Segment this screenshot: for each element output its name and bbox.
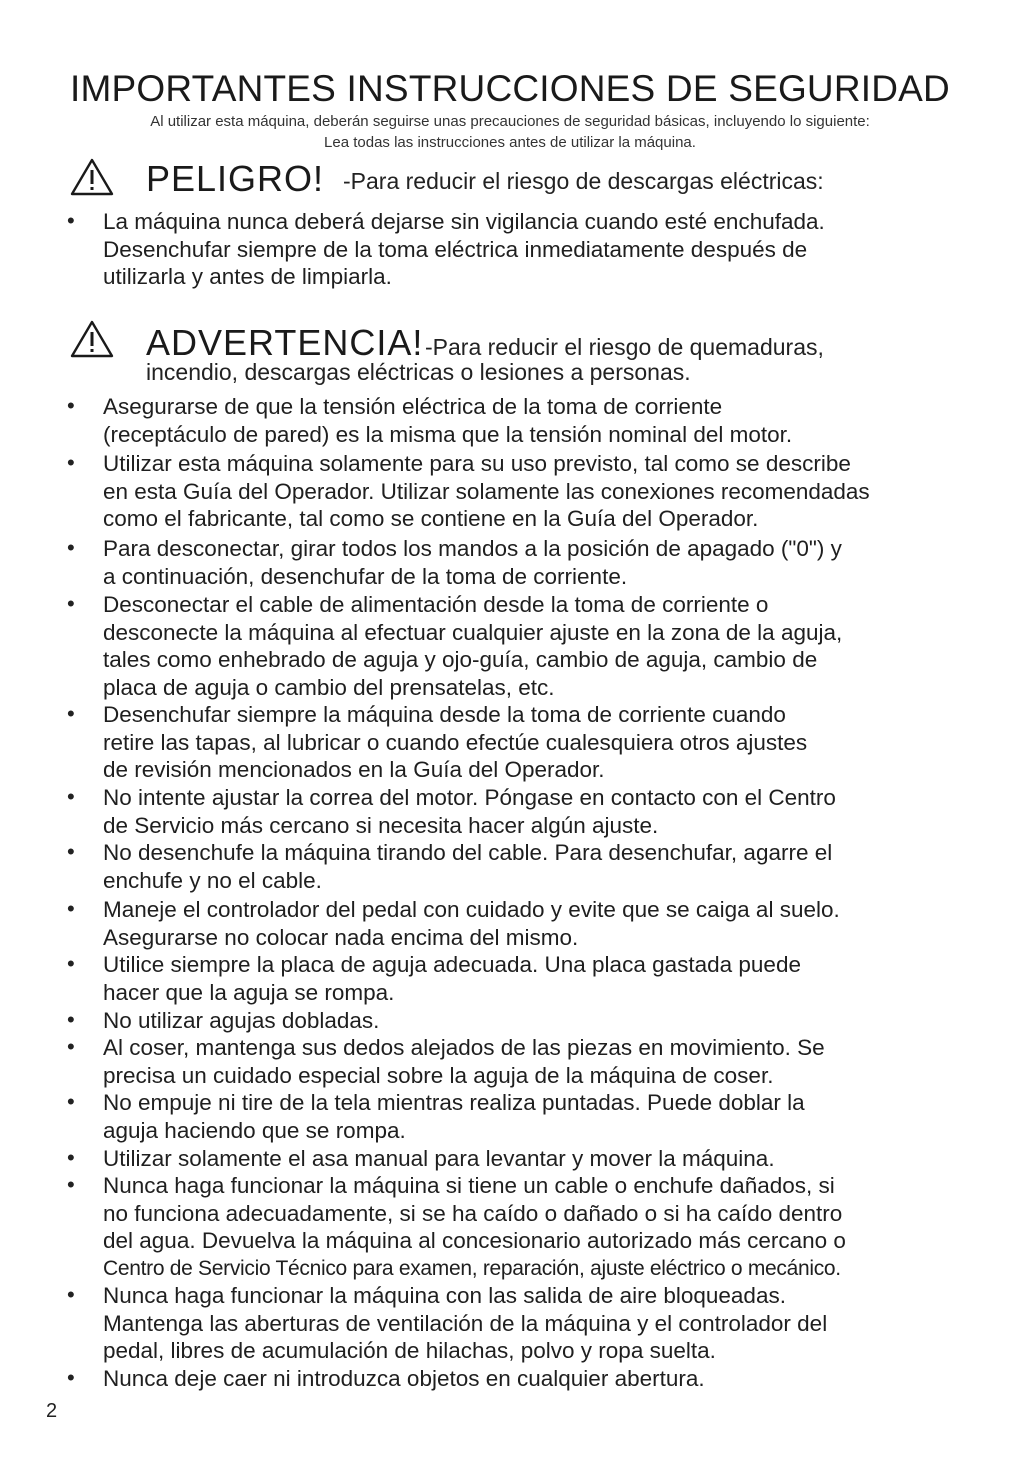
warning-heading: ADVERTENCIA!: [146, 322, 424, 363]
list-item-line: retire las tapas, al lubricar o cuando efectúe cualesquiera otros ajustes: [103, 729, 808, 755]
list-item-line: (receptáculo de pared) es la misma que la tensión nominal del motor.: [103, 421, 793, 447]
list-item-line: Para desconectar, girar todos los mandos a la posición de apagado ("0") y: [103, 536, 842, 561]
list-item: [67, 1034, 973, 1089]
bullet: •: [67, 1089, 75, 1114]
list-item-line: desconecte la máquina al efectuar cualquier ajuste en la zona de la aguja,: [103, 619, 843, 645]
bullet: •: [67, 450, 75, 475]
bullet: •: [67, 839, 75, 864]
danger-description: -Para reducir el riesgo de descargas eléctricas:: [343, 168, 824, 194]
bullet: •: [67, 784, 75, 809]
list-item: [67, 450, 973, 533]
list-item-line: tales como enhebrado de aguja y ojo-guía, cambio de aguja, cambio de: [103, 647, 818, 672]
list-item: [67, 701, 973, 784]
list-item-line: La máquina nunca deberá dejarse sin vigilancia cuando esté enchufada.: [103, 209, 825, 234]
warning-description-cont: incendio, descargas eléctricas o lesiones a personas.: [146, 359, 691, 385]
list-item: [67, 591, 973, 701]
list-item: [67, 784, 973, 839]
bullet: •: [67, 1145, 75, 1170]
list-item-line: aguja haciendo que se rompa.: [103, 1117, 406, 1143]
list-item-line: placa de aguja o cambio del prensatelas, etc.: [103, 674, 555, 700]
list-item-line: de Servicio más cercano si necesita hacer algún ajuste.: [103, 812, 659, 838]
list-item: [67, 1282, 973, 1365]
warning-triangle-icon: [70, 320, 114, 358]
bullet: •: [67, 1172, 75, 1197]
list-item: [67, 1145, 973, 1173]
list-item: [67, 208, 973, 291]
list-item-line: Desenchufar siempre la máquina desde la toma de corriente cuando: [103, 702, 786, 727]
list-item-line: de revisión mencionados en la Guía del Operador.: [103, 757, 605, 782]
list-item-line: No utilizar agujas dobladas.: [103, 1008, 380, 1033]
list-item: [67, 1172, 973, 1282]
bullet: •: [67, 896, 75, 921]
list-item-line: Nunca haga funcionar la máquina si tiene un cable o enchufe dañados, si: [103, 1173, 835, 1198]
list-item-line: Mantenga las aberturas de ventilación de la máquina y el controlador del: [103, 1310, 828, 1336]
list-item-line: No desenchufe la máquina tirando del cable. Para desenchufar, agarre el: [103, 840, 833, 865]
list-item-line: en esta Guía del Operador. Utilizar solamente las conexiones recomendadas: [103, 478, 870, 504]
bullet: •: [67, 701, 75, 726]
list-item: [67, 535, 973, 590]
list-item: [67, 896, 973, 951]
list-item-line: Asegurarse de que la tensión eléctrica de la toma de corriente: [103, 394, 723, 419]
list-item: [67, 393, 973, 448]
list-item-line: hacer que la aguja se rompa.: [103, 979, 395, 1005]
list-item-line: Nunca deje caer ni introduzca objetos en cualquier abertura.: [103, 1366, 705, 1391]
list-item: [67, 1007, 973, 1035]
danger-heading: PELIGRO!: [146, 158, 325, 199]
list-item-line: del agua. Devuelva la máquina al concesionario autorizado más cercano o: [103, 1228, 846, 1253]
bullet: •: [67, 1365, 75, 1390]
list-item-line: pedal, libres de acumulación de hilachas, polvo y ropa suelta.: [103, 1338, 716, 1363]
list-item-line: no funciona adecuadamente, si se ha caído o dañado o si ha caído dentro: [103, 1200, 843, 1226]
list-item-line: utilizarla y antes de limpiarla.: [103, 264, 392, 289]
intro-text: Al utilizar esta máquina, deberán seguirse unas precauciones de seguridad básicas, incluyendo lo siguiente:: [150, 113, 870, 130]
list-item-line: enchufe y no el cable.: [103, 867, 322, 893]
list-item-line: Desenchufar siempre de la toma eléctrica inmediatamente después de: [103, 236, 808, 262]
list-item: [67, 1089, 973, 1144]
list-item-line: No intente ajustar la correa del motor. Póngase en contacto con el Centro: [103, 785, 836, 810]
bullet: •: [67, 535, 75, 560]
list-item-line: Asegurarse no colocar nada encima del mismo.: [103, 924, 579, 950]
bullet: •: [67, 1034, 75, 1059]
warning-description: -Para reducir el riesgo de quemaduras,: [425, 334, 824, 360]
list-item-line: Al coser, mantenga sus dedos alejados de las piezas en movimiento. Se: [103, 1035, 825, 1060]
list-item-line: Utilizar esta máquina solamente para su uso previsto, tal como se describe: [103, 451, 851, 476]
bullet: •: [67, 393, 75, 418]
list-item-line: precisa un cuidado especial sobre la aguja de la máquina de coser.: [103, 1062, 774, 1088]
list-item-line: Centro de Servicio Técnico para examen, reparación, ajuste eléctrico o mecánico.: [103, 1256, 841, 1280]
page-number: 2: [46, 1400, 58, 1422]
warning-triangle-icon: [70, 158, 114, 196]
bullet: •: [67, 1282, 75, 1307]
bullet: •: [67, 951, 75, 976]
list-item: [67, 839, 973, 894]
list-item-line: No empuje ni tire de la tela mientras realiza puntadas. Puede doblar la: [103, 1090, 805, 1115]
list-item-line: Utilizar solamente el asa manual para levantar y mover la máquina.: [103, 1146, 775, 1171]
intro-text-read-all: Lea todas las instrucciones antes de utilizar la máquina.: [324, 134, 696, 151]
list-item-line: Utilice siempre la placa de aguja adecuada. Una placa gastada puede: [103, 952, 801, 977]
page-title: IMPORTANTES INSTRUCCIONES DE SEGURIDAD: [70, 68, 950, 109]
bullet: •: [67, 1007, 75, 1032]
list-item-line: como el fabricante, tal como se contiene en la Guía del Operador.: [103, 506, 759, 531]
bullet: •: [67, 591, 75, 616]
list-item: [67, 951, 973, 1006]
list-item: [67, 1365, 973, 1393]
list-item-line: Desconectar el cable de alimentación desde la toma de corriente o: [103, 592, 769, 617]
bullet: •: [67, 208, 75, 233]
list-item-line: a continuación, desenchufar de la toma de corriente.: [103, 563, 628, 589]
list-item-line: Maneje el controlador del pedal con cuidado y evite que se caiga al suelo.: [103, 897, 840, 922]
list-item-line: Nunca haga funcionar la máquina con las salida de aire bloqueadas.: [103, 1283, 786, 1308]
